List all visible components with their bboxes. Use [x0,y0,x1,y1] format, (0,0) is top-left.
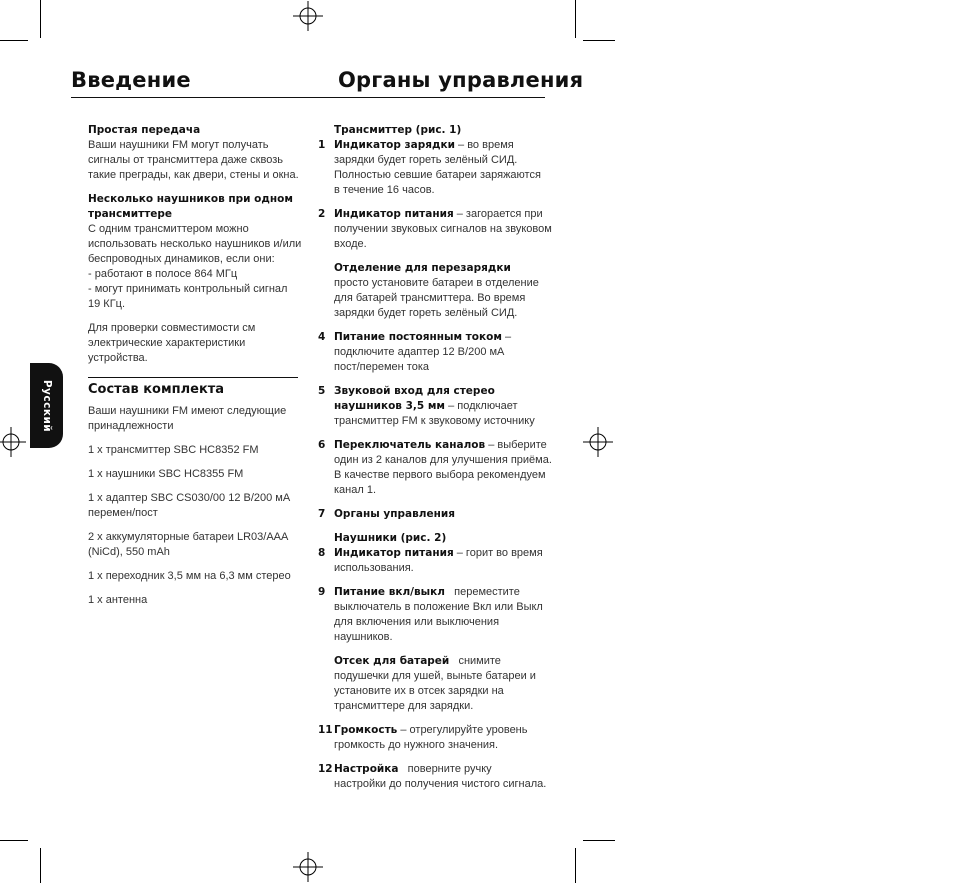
crop-mark [583,840,615,841]
text-line: такие преграды, как двери, стены и окна. [88,169,299,181]
item-number: 12 [318,763,333,775]
control-item [318,330,554,375]
item-desc: – подключает [445,400,518,412]
item-name: наушников 3,5 мм [334,400,446,412]
text-line: выключатель в положение Вкл или Выкл [334,601,543,613]
text-line: 1 x наушники SBC HC8355 FM [88,468,244,480]
language-tab [30,363,63,448]
item-desc: поверните ручку [398,763,492,775]
item-name: Питание постоянным током [334,331,502,343]
item-name: Звуковой вход для стерео [334,385,495,397]
item-name: Питание вкл/выкл [334,586,445,598]
item-number: 8 [318,547,326,559]
text-line: устройства. [88,352,148,364]
registration-mark-icon [583,427,613,457]
item-name: Отсек для батарей [334,655,450,667]
item-desc: – выберите [485,439,547,451]
control-item [334,261,554,321]
control-item [334,654,554,714]
package-item [88,443,303,458]
text-line: настройки до получения чистого сигнала. [334,778,547,790]
item-name: Индикатор питания [334,547,454,559]
text-line: зарядки будет гореть зелёный СИД. [334,154,518,166]
text-line: использования. [334,562,414,574]
item-desc: – отрегулируйте уровень [397,724,528,736]
item-desc: переместите [444,586,520,598]
language-tab-label: Русский [40,379,53,432]
text-line: трансмиттере для зарядки. [334,700,474,712]
text-line: С одним трансмиттером можно [88,223,249,235]
text-line: установите их в отсек зарядки на [334,685,504,697]
text-line: подушечки для ушей, выньте батареи и [334,670,536,682]
right-column [318,123,554,801]
text-line: (NiCd), 550 mAh [88,546,170,558]
item-name: Переключатель каналов [334,439,486,451]
text-line: сигналы от трансмиттера даже сквозь [88,154,283,166]
item-name: Громкость [334,724,398,736]
section-heading: Простая передача [88,124,201,136]
text-line: для батарей трансмиттера. Во время [334,292,526,304]
crop-mark [575,848,576,883]
package-item [88,467,303,482]
item-number: 6 [318,439,326,451]
text-line: для включения или выключения [334,616,500,628]
registration-mark-icon [0,427,26,457]
page-title-right: Органы управления [338,68,584,92]
control-item [318,207,554,252]
text-line: использовать несколько наушников и/или [88,238,302,250]
section-compatibility [88,321,303,366]
text-line: получении звуковых сигналов на звуковом [334,223,552,235]
crop-mark [575,0,576,38]
package-item [88,593,303,608]
crop-mark [40,0,41,38]
text-line: канал 1. [334,484,377,496]
item-number: 11 [318,724,333,736]
item-number: 1 [318,139,326,151]
text-line: один из 2 каналов для улучшения приёма. [334,454,552,466]
crop-mark [0,40,28,41]
text-line: пост/перемен тока [334,361,429,373]
section-heading: трансмиттере [88,208,173,220]
item-desc: – загорается при [453,208,543,220]
section-heading: Несколько наушников при одном [88,193,293,205]
header-rule [71,97,545,98]
text-line: 1 x переходник 3,5 мм на 6,3 мм стерео [88,570,291,582]
item-number: 2 [318,208,326,220]
item-desc: – горит во время [453,547,543,559]
item-number: 4 [318,331,326,343]
text-line: Для проверки совместимости см [88,322,256,334]
item-name: Индикатор зарядки [334,139,455,151]
text-line: входе. [334,238,367,250]
text-line: 1 x адаптер SBC CS030/00 12 В/200 мА [88,492,291,504]
crop-mark [40,848,41,883]
text-line: беспроводных динамиков, если они: [88,253,275,265]
crop-mark [583,40,615,41]
text-line: - могут принимать контрольный сигнал [88,283,288,295]
control-item [318,723,554,753]
text-line: 1 x антенна [88,594,148,606]
item-desc: – во время [454,139,514,151]
text-line: трансмиттер FM к звуковому источнику [334,415,535,427]
item-number: 7 [318,508,326,520]
text-line: просто установите батареи в отделение [334,277,539,289]
package-item [88,569,303,584]
left-column [88,123,303,617]
text-line: Ваши наушники FM имеют следующие [88,405,287,417]
item-name: Органы управления [334,508,455,520]
item-desc: снимите [449,655,501,667]
page-title-left: Введение [71,68,191,92]
control-item [318,507,554,522]
section-simple-transmission [88,123,303,183]
text-line: Ваши наушники FM могут получать [88,139,269,151]
text-line: громкость до нужного значения. [334,739,499,751]
text-line: 2 x аккумуляторные батареи LR03/AAA [88,531,289,543]
item-name: Индикатор питания [334,208,454,220]
control-item [318,585,554,645]
control-item [318,138,554,198]
text-line: - работают в полосе 864 МГц [88,268,238,280]
text-line: зарядки будет гореть зелёный СИД. [334,307,518,319]
control-item [318,546,554,576]
registration-mark-icon [293,852,323,882]
text-line: наушников. [334,631,393,643]
control-item [318,762,554,792]
item-number: 9 [318,586,326,598]
item-name: Отделение для перезарядки [334,262,511,274]
crop-mark [0,840,28,841]
item-name: Настройка [334,763,399,775]
text-line: 1 x трансмиттер SBC HC8352 FM [88,444,259,456]
section-multiple-headphones [88,192,303,312]
package-title: Состав комплекта [88,382,225,397]
control-item [318,438,554,498]
item-number: 5 [318,385,326,397]
text-line: электрические характеристики [88,337,246,349]
text-line: перемен/пост [88,507,158,519]
text-line: подключите адаптер 12 В/200 мА [334,346,505,358]
text-line: В качестве первого выбора рекомендуем [334,469,546,481]
package-item [88,491,303,521]
text-line: 19 КГц. [88,298,126,310]
item-desc: – [501,331,512,343]
text-line: Полностью севшие батареи заряжаются [334,169,541,181]
text-line: принадлежности [88,420,174,432]
package-item [88,530,303,560]
package-intro [88,404,303,434]
registration-mark-icon [293,1,323,31]
text-line: в течение 16 часов. [334,184,435,196]
headphones-heading: Наушники (рис. 2) [334,532,447,544]
control-item [318,384,554,429]
transmitter-heading: Трансмиттер (рис. 1) [334,124,462,136]
